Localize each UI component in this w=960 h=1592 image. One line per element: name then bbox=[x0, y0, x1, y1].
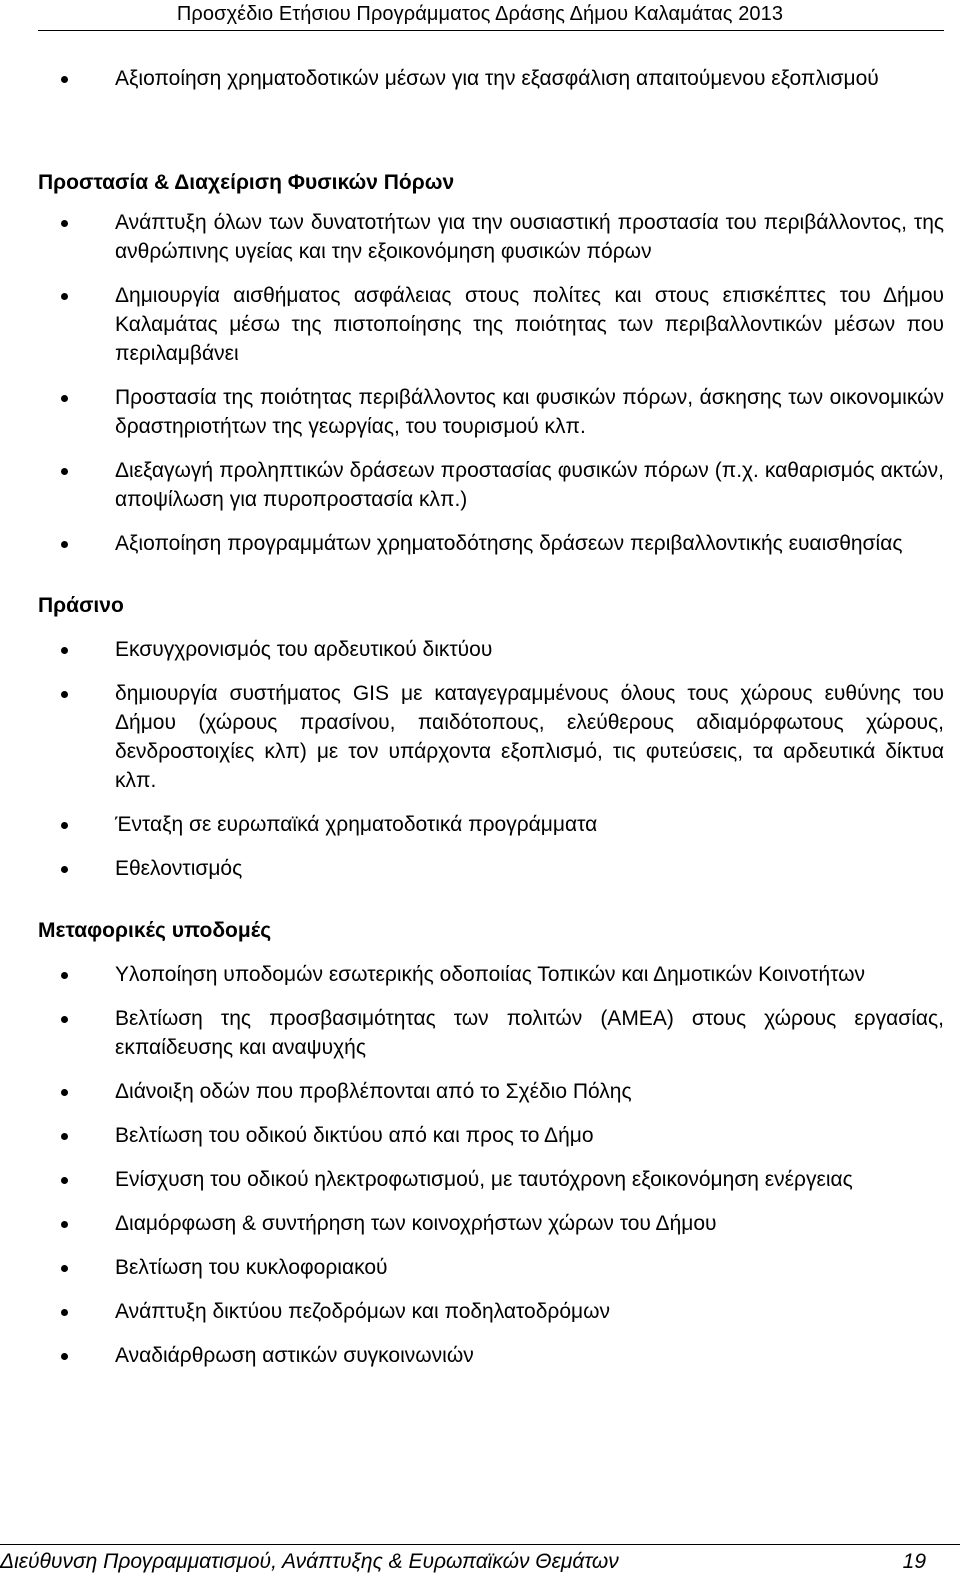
list-item-text: Βελτίωση του οδικού δικτύου από και προς το Δήμο bbox=[115, 1124, 594, 1147]
footer-department: Διεύθυνση Προγραμματισμού, Ανάπτυξης & Ευρωπαϊκών Θεμάτων bbox=[0, 1550, 619, 1573]
list-item-text: Ανάπτυξη όλων των δυνατοτήτων για την ουσιαστική προστασία του περιβάλλοντος, της ανθρώπινης υγείας και την εξοικονόμηση φυσικών πόρων bbox=[115, 211, 944, 263]
list-item bbox=[38, 529, 944, 558]
document-body bbox=[38, 64, 944, 1370]
list-item-text: Ανάπτυξη δικτύου πεζοδρόμων και ποδηλατοδρόμων bbox=[115, 1300, 611, 1323]
bullet-icon bbox=[61, 1353, 68, 1360]
list-item-text: δημιουργία συστήματος GIS με καταγεγραμμένους όλους τους χώρους ευθύνης του Δήμου (χώρους πρασίνου, παιδότοπους, ελεύθερους αδιαμόρφωτους χώρους, δενδροστοιχίες κλπ) με τον υπάρχοντα εξοπλισμό, τις φυτεύσεις, τα αρδευτικά δίκτυα κλπ. bbox=[115, 682, 944, 792]
green-list bbox=[38, 635, 944, 883]
page-footer bbox=[0, 1548, 948, 1576]
bullet-icon bbox=[61, 1309, 68, 1316]
list-item-text: Αξιοποίηση προγραμμάτων χρηματοδότησης δράσεων περιβαλλοντικής ευαισθησίας bbox=[115, 532, 903, 555]
bullet-icon bbox=[61, 1265, 68, 1272]
header-divider bbox=[38, 30, 944, 31]
list-item bbox=[38, 383, 944, 441]
bullet-icon bbox=[61, 76, 68, 83]
bullet-icon bbox=[61, 541, 68, 548]
list-item bbox=[38, 1341, 944, 1370]
list-item bbox=[38, 1297, 944, 1326]
footer-divider bbox=[0, 1544, 960, 1545]
list-item-text: Ενίσχυση του οδικού ηλεκτροφωτισμού, με ταυτόχρονη εξοικονόμηση ενέργειας bbox=[115, 1168, 853, 1191]
list-item bbox=[38, 635, 944, 664]
natural-resources-list bbox=[38, 208, 944, 558]
bullet-icon bbox=[61, 972, 68, 979]
bullet-icon bbox=[61, 1221, 68, 1228]
bullet-icon bbox=[61, 1177, 68, 1184]
list-item bbox=[38, 960, 944, 989]
list-item-text: Αναδιάρθρωση αστικών συγκοινωνιών bbox=[115, 1344, 474, 1367]
list-item-text: Διεξαγωγή προληπτικών δράσεων προστασίας φυσικών πόρων (π.χ. καθαρισμός ακτών, αποψίλωση για πυροπροστασία κλπ.) bbox=[115, 459, 944, 511]
list-item bbox=[38, 810, 944, 839]
list-item-text: Βελτίωση της προσβασιμότητας των πολιτών (ΑΜΕΑ) στους χώρους εργασίας, εκπαίδευσης και αναψυχής bbox=[115, 1007, 944, 1059]
list-item-text: Ένταξη σε ευρωπαϊκά χρηματοδοτικά προγράμματα bbox=[115, 813, 598, 836]
list-item bbox=[38, 1077, 944, 1106]
bullet-icon bbox=[61, 691, 68, 698]
intro-list bbox=[38, 64, 944, 93]
bullet-icon bbox=[61, 1016, 68, 1023]
section-heading-transport-infrastructure: Μεταφορικές υποδομές bbox=[38, 919, 272, 942]
section-heading-green: Πράσινο bbox=[38, 594, 124, 617]
list-item bbox=[38, 208, 944, 266]
bullet-icon bbox=[61, 1133, 68, 1140]
bullet-icon bbox=[61, 866, 68, 873]
list-item-text: Υλοποίηση υποδομών εσωτερικής οδοποιίας Τοπικών και Δημοτικών Κοινοτήτων bbox=[115, 963, 866, 986]
list-item-text: Βελτίωση του κυκλοφοριακού bbox=[115, 1256, 388, 1279]
list-item bbox=[38, 1121, 944, 1150]
list-item-text: Διαμόρφωση & συντήρηση των κοινοχρήστων χώρων του Δήμου bbox=[115, 1212, 717, 1235]
transport-list bbox=[38, 960, 944, 1370]
list-item-text: Δημιουργία αισθήματος ασφάλειας στους πολίτες και στους επισκέπτες του Δήμου Καλαμάτας μέσω της πιστοποίησης της ποιότητας των περιβαλλοντικών μέσων που περιλαμβάνει bbox=[115, 284, 944, 365]
bullet-icon bbox=[61, 1089, 68, 1096]
bullet-icon bbox=[61, 293, 68, 300]
bullet-icon bbox=[61, 647, 68, 654]
list-item bbox=[38, 854, 944, 883]
list-item-text: Προστασία της ποιότητας περιβάλλοντος και φυσικών πόρων, άσκησης των οικονομικών δραστηριοτήτων της γεωργίας, του τουρισμού κλπ. bbox=[115, 386, 944, 438]
list-item bbox=[38, 1004, 944, 1062]
list-item bbox=[38, 456, 944, 514]
page-number: 19 bbox=[902, 1550, 926, 1573]
list-item bbox=[38, 64, 944, 93]
list-item bbox=[38, 1253, 944, 1282]
section-heading-natural-resources: Προστασία & Διαχείριση Φυσικών Πόρων bbox=[38, 171, 455, 194]
list-item-text: Αξιοποίηση χρηματοδοτικών μέσων για την εξασφάλιση απαιτούμενου εξοπλισμού bbox=[115, 67, 879, 90]
bullet-icon bbox=[61, 395, 68, 402]
page-header: Προσχέδιο Ετήσιου Προγράμματος Δράσης Δήμου Καλαμάτας 2013 bbox=[176, 3, 784, 25]
list-item-text: Εκσυγχρονισμός του αρδευτικού δικτύου bbox=[115, 638, 493, 661]
bullet-icon bbox=[61, 822, 68, 829]
bullet-icon bbox=[61, 220, 68, 227]
list-item bbox=[38, 1209, 944, 1238]
list-item bbox=[38, 281, 944, 368]
list-item-text: Εθελοντισμός bbox=[115, 857, 243, 880]
bullet-icon bbox=[61, 468, 68, 475]
list-item bbox=[38, 679, 944, 795]
list-item-text: Διάνοιξη οδών που προβλέπονται από το Σχέδιο Πόλης bbox=[115, 1080, 632, 1103]
list-item bbox=[38, 1165, 944, 1194]
